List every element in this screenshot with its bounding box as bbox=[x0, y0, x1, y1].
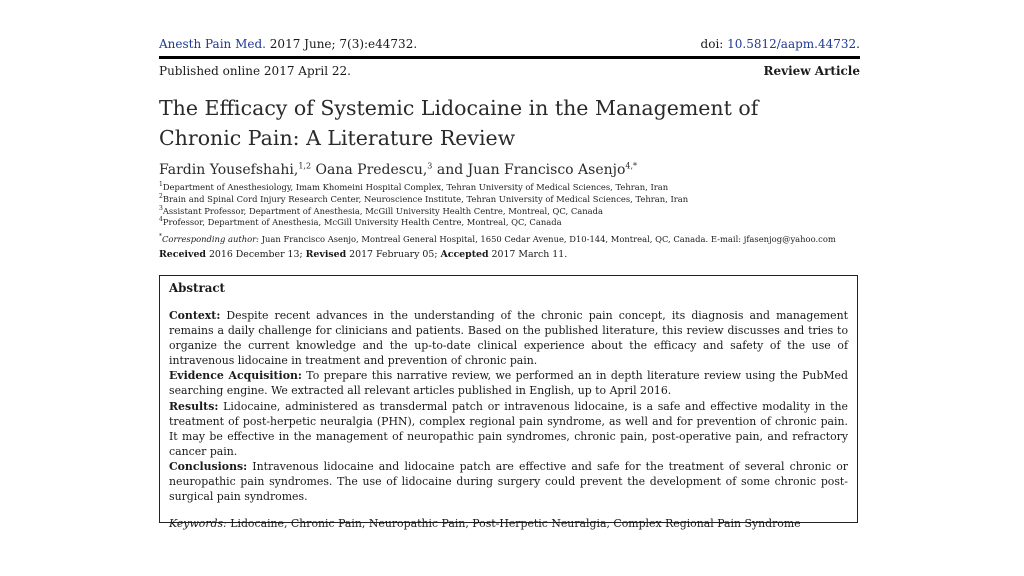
doi-period: . bbox=[856, 37, 860, 51]
revised-label: Revised bbox=[305, 249, 347, 260]
affiliation-sup: 3 bbox=[159, 204, 163, 212]
publication-row bbox=[159, 64, 860, 79]
author-affil-sup: 1,2 bbox=[298, 161, 312, 171]
section-text: Despite recent advances in the understanding of the chronic pain concept, its diagnosis and management remains a daily challenge for clinicians and patients. Based on the published literature, this review discusses and tries to organize the current knowledge and the up-to-date clinical experience about the efficacy and safety of the use of intravenous lidocaine in treatment and prevention of chronic pain. bbox=[169, 309, 848, 368]
section-label: Conclusions: bbox=[169, 459, 248, 473]
affiliation-item bbox=[159, 204, 688, 216]
citation-text: 2017 June; 7(3):e44732. bbox=[265, 37, 418, 51]
corresponding-label: Corresponding author: bbox=[162, 233, 259, 244]
abstract-heading: Abstract bbox=[169, 281, 225, 295]
article-type: Review Article bbox=[763, 64, 860, 78]
accepted-label: Accepted bbox=[440, 249, 489, 260]
revised-date: 2017 February 05; bbox=[346, 249, 441, 260]
section-text: To prepare this narrative review, we performed an in depth literature review using the PubMed searching engine. We extracted all relevant articles published in English, up to April 2016. bbox=[169, 369, 848, 398]
abstract-section-context bbox=[169, 308, 848, 368]
keywords-text: Lidocaine, Chronic Pain, Neuropathic Pain, Post-Herpetic Neuralgia, Complex Regional Pain Syndrome bbox=[226, 517, 801, 531]
article-title: The Efficacy of Systemic Lidocaine in the Management of Chronic Pain: A Literature Review bbox=[159, 96, 759, 150]
citation-header bbox=[159, 37, 860, 52]
section-label: Evidence Acquisition: bbox=[169, 369, 302, 383]
received-date: 2016 December 13; bbox=[205, 249, 306, 260]
affiliation-text: Department of Anesthesiology, Imam Khomeini Hospital Complex, Tehran University of Medical Sciences, Tehran, Iran bbox=[162, 181, 669, 192]
corresponding-sup: * bbox=[159, 233, 162, 240]
author-name: and Juan Francisco Asenjo bbox=[432, 162, 626, 178]
affiliation-text: Assistant Professor, Department of Anesthesia, McGill University Health Centre, Montreal, QC, Canada bbox=[162, 205, 603, 216]
corresponding-author bbox=[159, 231, 836, 245]
section-label: Results: bbox=[169, 399, 219, 413]
journal-link[interactable]: Anesth Pain Med. bbox=[159, 37, 266, 51]
affiliation-sup: 2 bbox=[159, 192, 163, 200]
author-affil-sup: 4,* bbox=[625, 161, 638, 171]
affiliation-sup: 4 bbox=[159, 216, 163, 224]
header-rule bbox=[159, 56, 860, 59]
affiliations bbox=[159, 180, 688, 227]
published-date: Published online 2017 April 22. bbox=[159, 64, 351, 78]
affiliation-sup: 1 bbox=[159, 181, 163, 188]
abstract-body bbox=[169, 308, 848, 504]
affiliation-item bbox=[159, 192, 688, 204]
accepted-date: 2017 March 11. bbox=[488, 249, 568, 260]
article-page bbox=[159, 0, 860, 576]
received-label: Received bbox=[159, 249, 206, 260]
affiliation-item bbox=[159, 180, 688, 192]
section-text: Lidocaine, administered as transdermal patch or intravenous lidocaine, is a safe and effective modality in the treatment of post-herpetic neuralgia (PHN), complex regional pain syndrome, as well and for prevention of chronic pain. It may be effective in the management of neuropathic pain syndromes, chronic pain, post-operative pain, and refractory cancer pain. bbox=[169, 399, 848, 458]
abstract-section-conclusions bbox=[169, 459, 848, 504]
doi bbox=[701, 37, 860, 52]
keywords bbox=[169, 516, 848, 531]
author-affil-sup: 3 bbox=[427, 161, 433, 171]
keywords-label: Keywords: bbox=[169, 517, 227, 531]
author-name: Oana Predescu, bbox=[311, 162, 428, 178]
section-label: Context: bbox=[169, 309, 221, 322]
affiliation-item bbox=[159, 215, 688, 227]
abstract-section-evidence bbox=[169, 368, 848, 398]
affiliation-text: Brain and Spinal Cord Injury Research Center, Neuroscience Institute, Tehran University of Medical Sciences, Tehran, Iran bbox=[162, 193, 689, 204]
abstract-box bbox=[159, 275, 858, 531]
author-name: Fardin Yousefshahi, bbox=[159, 162, 299, 178]
corresponding-text: Juan Francisco Asenjo, Montreal General Hospital, 1650 Cedar Avenue, D10-144, Montreal, QC, Canada. E-mail: jfasenjog@yahoo.com bbox=[258, 233, 836, 244]
doi-link[interactable]: 10.5812/aapm.44732 bbox=[727, 37, 857, 51]
abstract-section-results bbox=[169, 399, 848, 459]
article-dates bbox=[159, 249, 567, 261]
doi-label: doi: bbox=[700, 37, 728, 51]
affiliation-text: Professor, Department of Anesthesia, McGill University Health Centre, Montreal, QC, Canada bbox=[162, 217, 562, 228]
author-list bbox=[159, 161, 637, 179]
section-text: Intravenous lidocaine and lidocaine patch are effective and safe for the treatment of several chronic or neuropathic pain syndromes. The use of lidocaine during surgery could prevent the development of some chronic post-surgical pain syndromes. bbox=[169, 459, 848, 504]
